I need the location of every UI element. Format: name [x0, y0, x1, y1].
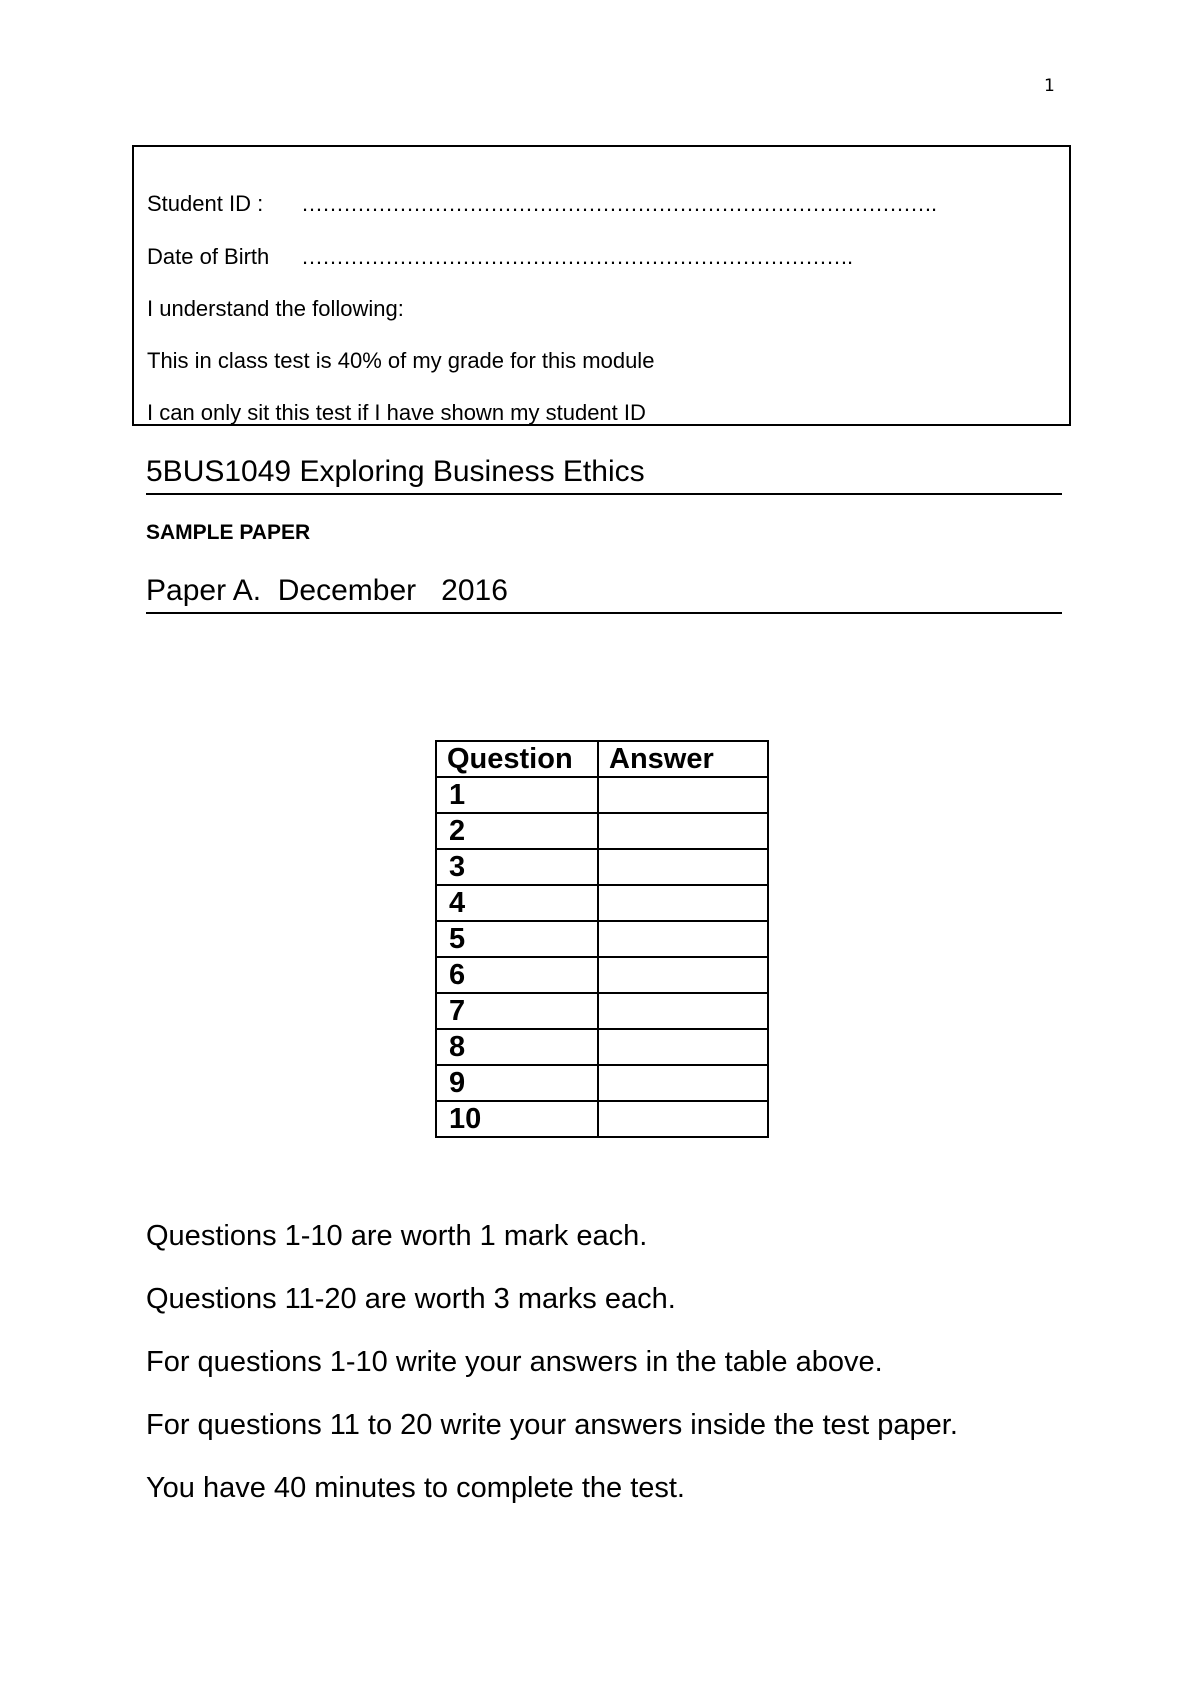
table-row — [436, 849, 768, 885]
instruction-marks-1-10: Questions 1-10 are worth 1 mark each. — [146, 1220, 648, 1252]
table-row — [436, 813, 768, 849]
dob-field[interactable]: ……………………………………………………………………. — [301, 244, 853, 269]
statement-grade-weight: This in class test is 40% of my grade for this module — [147, 348, 655, 373]
table-row — [436, 957, 768, 993]
question-number: 5 — [436, 921, 598, 957]
question-number: 6 — [436, 957, 598, 993]
answer-column-header: Answer — [598, 741, 768, 777]
student-id-field[interactable]: ………………………………………………………………………………. — [301, 191, 937, 216]
question-number: 4 — [436, 885, 598, 921]
answer-cell[interactable] — [598, 957, 768, 993]
answer-cell[interactable] — [598, 885, 768, 921]
question-column-header: Question — [436, 741, 598, 777]
table-row — [436, 777, 768, 813]
page-number: 1 — [1044, 76, 1055, 96]
table-row — [436, 1101, 768, 1137]
course-title: 5BUS1049 Exploring Business Ethics — [146, 454, 1062, 495]
question-number: 1 — [436, 777, 598, 813]
answer-cell[interactable] — [598, 1065, 768, 1101]
table-row — [436, 885, 768, 921]
dob-label: Date of Birth — [147, 244, 270, 269]
answer-cell[interactable] — [598, 777, 768, 813]
paper-date-line: Paper A. December 2016 — [146, 573, 1062, 614]
sample-paper-label: SAMPLE PAPER — [146, 521, 311, 544]
answer-cell[interactable] — [598, 1029, 768, 1065]
student-id-line — [147, 191, 936, 217]
understand-text: I understand the following: — [147, 296, 404, 321]
question-number: 9 — [436, 1065, 598, 1101]
answer-cell[interactable] — [598, 1101, 768, 1137]
question-number: 10 — [436, 1101, 598, 1137]
instruction-marks-11-20: Questions 11-20 are worth 3 marks each. — [146, 1283, 676, 1315]
answer-cell[interactable] — [598, 993, 768, 1029]
table-row — [436, 921, 768, 957]
student-id-label: Student ID : — [147, 191, 264, 216]
answer-cell[interactable] — [598, 849, 768, 885]
instruction-time-limit: You have 40 minutes to complete the test. — [146, 1472, 685, 1504]
question-number: 3 — [436, 849, 598, 885]
answer-cell[interactable] — [598, 921, 768, 957]
dob-line — [147, 244, 852, 270]
answer-table — [435, 740, 769, 1138]
statement-student-id: I can only sit this test if I have shown my student ID — [147, 400, 646, 425]
question-number: 2 — [436, 813, 598, 849]
table-header-row — [436, 741, 768, 777]
table-row — [436, 1029, 768, 1065]
question-number: 8 — [436, 1029, 598, 1065]
instruction-answer-paper: For questions 11 to 20 write your answers inside the test paper. — [146, 1409, 958, 1441]
answer-cell[interactable] — [598, 813, 768, 849]
table-row — [436, 1065, 768, 1101]
question-number: 7 — [436, 993, 598, 1029]
instruction-answer-table: For questions 1-10 write your answers in the table above. — [146, 1346, 883, 1378]
table-row — [436, 993, 768, 1029]
student-details-box — [132, 145, 1071, 426]
